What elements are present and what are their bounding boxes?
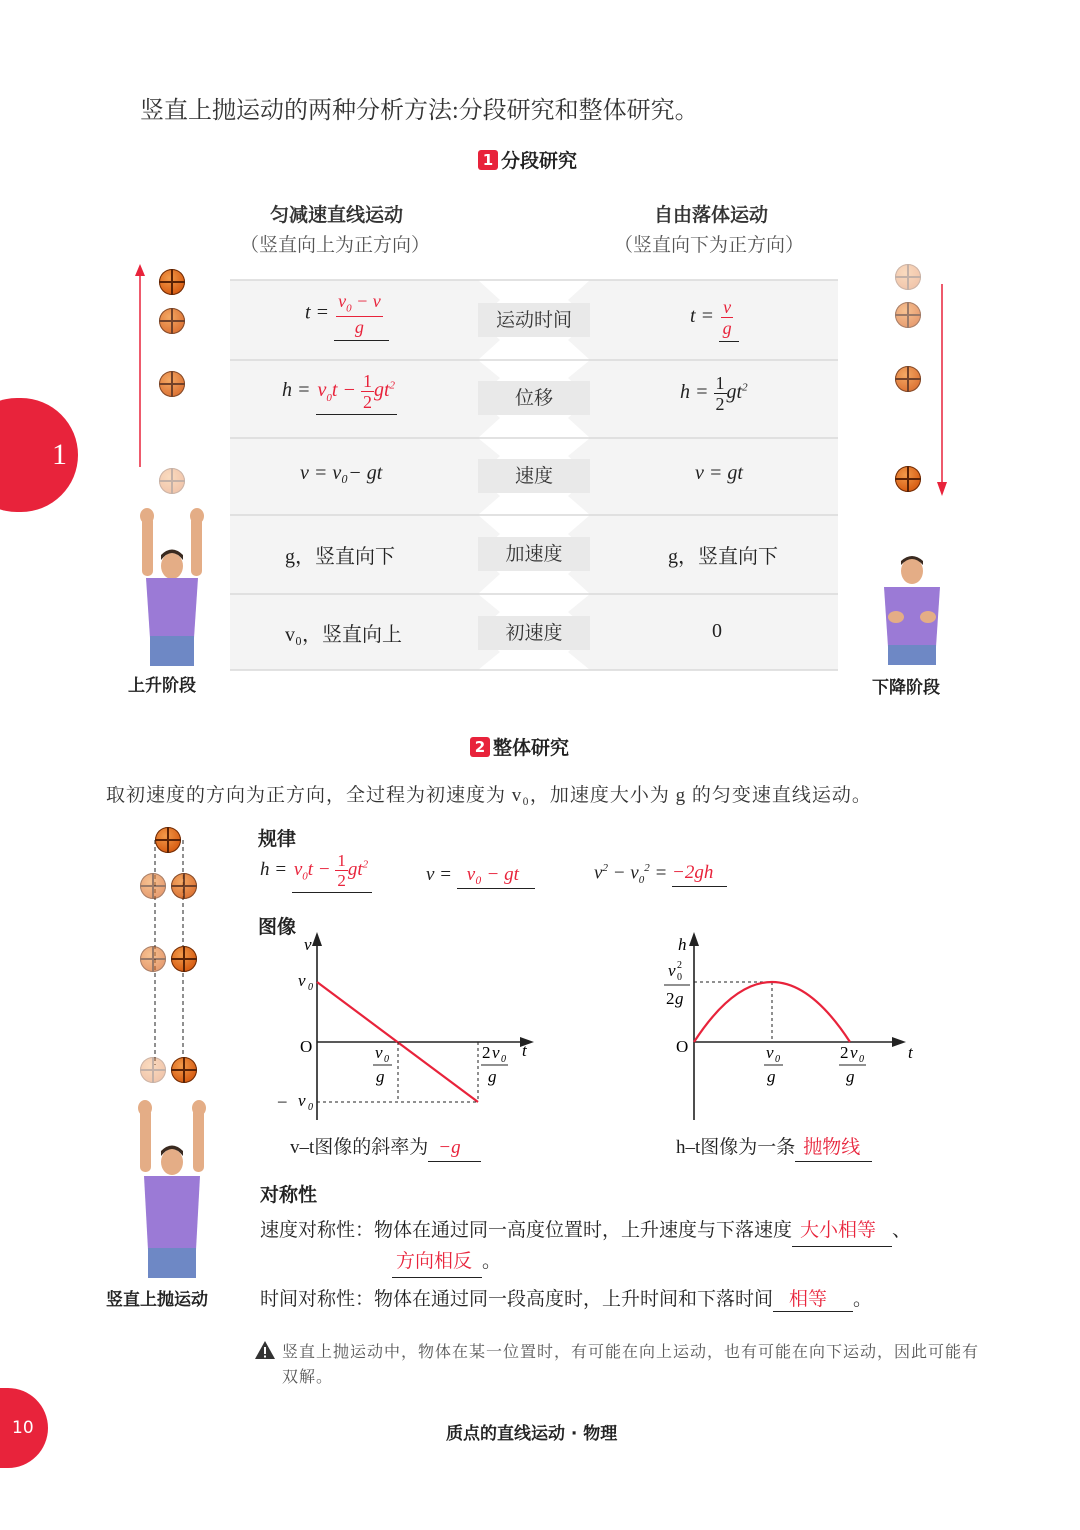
- section2-title-text: 整体研究: [493, 737, 570, 759]
- basketball-icon: [171, 946, 197, 972]
- basketball-icon: [140, 1057, 166, 1083]
- chapter-number: 1: [52, 438, 67, 471]
- svg-text:2: 2: [677, 960, 682, 971]
- vt-graph: [270, 930, 540, 1130]
- basketball-icon: [159, 371, 185, 397]
- warning-icon: [254, 1340, 276, 1360]
- book-title: 质点的直线运动 · 物理: [446, 1424, 618, 1444]
- svg-text:–: –: [278, 1091, 287, 1110]
- fall-displacement-formula: h = $\frac{1}{2}$ $gt^2$: [680, 373, 748, 414]
- section2-title: [470, 733, 569, 760]
- rise-acceleration: g，竖直向下: [285, 546, 395, 568]
- time-symmetry-answer: 相等: [773, 1284, 853, 1312]
- left-column-head: 匀减速直线运动: [270, 204, 404, 226]
- fall-time-formula: t = $\frac{v}{g}$: [690, 298, 739, 342]
- time-symmetry-text: 时间对称性：物体在通过同一段高度时，上升时间和下落时间: [260, 1289, 774, 1310]
- law-velocity-displacement-formula: $v^2 - v_0^2 = -2gh$: [594, 862, 727, 887]
- svg-text:v: v: [668, 961, 676, 980]
- law-displacement-formula: $h = v_0t$ − $\frac{1}{2}$ $gt^2$: [260, 852, 372, 893]
- svg-text:h: h: [678, 935, 687, 954]
- speed-symmetry-answer1: 大小相等: [792, 1216, 892, 1247]
- ht-caption-text: h–t图像为一条: [676, 1137, 796, 1158]
- basketball-icon: [159, 269, 185, 295]
- svg-text:v: v: [492, 1043, 500, 1062]
- section2-badge: 2: [470, 737, 490, 757]
- svg-text:2: 2: [840, 1043, 849, 1062]
- basketball-icon: [140, 946, 166, 972]
- ht-graph: [660, 930, 930, 1130]
- row-label-displacement: 位移: [478, 381, 590, 415]
- speed-symmetry: 速度对称性：物体在通过同一高度位置时，上升速度与下落速度 大小相等 、 方向相反 。: [260, 1216, 1000, 1278]
- svg-text:g: g: [376, 1067, 385, 1086]
- fall-velocity-formula: v = gt: [695, 462, 743, 484]
- svg-text:0: 0: [677, 972, 682, 983]
- rise-caption: 上升阶段: [128, 676, 196, 696]
- svg-text:v: v: [298, 1091, 306, 1110]
- svg-text:2: 2: [482, 1043, 491, 1062]
- svg-text:v: v: [304, 935, 312, 954]
- law-vd-answer: −2gh: [672, 862, 727, 887]
- symmetry-heading: 对称性: [260, 1184, 318, 1206]
- rise-displacement-formula: $h = v_0t$ − $\frac{1}{2}$ $gt^2$: [282, 372, 397, 415]
- svg-text:g: g: [846, 1067, 855, 1086]
- vt-caption: [290, 1132, 481, 1162]
- svg-text:0: 0: [308, 982, 313, 993]
- svg-text:v: v: [766, 1043, 774, 1062]
- rise-arrow-icon: [132, 262, 148, 472]
- row-label-velocity: 速度: [478, 459, 590, 493]
- fall-caption: 下降阶段: [872, 678, 940, 698]
- law-heading: 规律: [258, 828, 297, 850]
- rise-time-formula: t = $\frac{v_0 - v}{g}$: [305, 292, 389, 341]
- person-arms-up-icon: [128, 508, 218, 670]
- law-velocity-answer: v₀ − gt: [457, 864, 535, 889]
- basketball-icon: [159, 468, 185, 494]
- svg-text:t: t: [908, 1043, 913, 1062]
- svg-text:0: 0: [859, 1054, 864, 1065]
- basketball-icon: [155, 827, 181, 853]
- svg-text:v: v: [298, 971, 306, 990]
- section2-intro: 取初速度的方向为正方向，全过程为初速度为 v₀，加速度大小为 g 的匀变速直线运动。: [106, 785, 872, 806]
- left-column-sub: （竖直向上为正方向）: [240, 235, 431, 256]
- right-column-head: 自由落体运动: [654, 204, 769, 226]
- right-column-sub: （竖直向下为正方向）: [614, 235, 805, 256]
- section1-badge: 1: [478, 150, 498, 170]
- svg-text:0: 0: [775, 1054, 780, 1065]
- row-label-initial-velocity: 初速度: [478, 616, 590, 650]
- row-label-time: 运动时间: [478, 303, 590, 337]
- time-symmetry: 时间对称性：物体在通过同一段高度时，上升时间和下落时间 相等 。: [260, 1284, 872, 1312]
- law-velocity-formula: v = v₀ − gt: [426, 864, 535, 889]
- fall-acceleration: g，竖直向下: [668, 546, 778, 568]
- basketball-icon: [171, 873, 197, 899]
- ht-caption: [676, 1132, 872, 1162]
- section1-title-text: 分段研究: [501, 150, 578, 172]
- svg-text:O: O: [300, 1037, 313, 1056]
- basketball-icon: [895, 366, 921, 392]
- row-label-acceleration: 加速度: [478, 537, 590, 571]
- speed-symmetry-answer2: 方向相反: [392, 1247, 482, 1278]
- person-catching-icon: [868, 555, 958, 667]
- svg-text:g: g: [675, 989, 684, 1008]
- graph-heading: 图像: [258, 916, 297, 938]
- svg-text:O: O: [676, 1037, 689, 1056]
- svg-text:0: 0: [384, 1054, 389, 1065]
- rise-initial-velocity: v₀，竖直向上: [285, 624, 402, 646]
- vt-answer: −g: [428, 1137, 480, 1162]
- basketball-icon: [895, 302, 921, 328]
- ht-answer: 抛物线: [795, 1132, 872, 1162]
- svg-text:g: g: [767, 1067, 776, 1086]
- basketball-icon: [159, 308, 185, 334]
- svg-text:t: t: [522, 1041, 527, 1060]
- overall-figure-caption: 竖直上抛运动: [106, 1290, 208, 1310]
- note-text: 竖直上抛运动中，物体在某一位置时，有可能在向上运动，也有可能在向下运动，因此可能有双解。: [282, 1344, 980, 1386]
- basketball-icon: [140, 873, 166, 899]
- svg-text:v: v: [850, 1043, 858, 1062]
- svg-text:0: 0: [501, 1054, 506, 1065]
- basketball-icon: [171, 1057, 197, 1083]
- rise-velocity-formula: v = v₀− gt: [300, 462, 383, 484]
- basketball-icon: [895, 264, 921, 290]
- vt-caption-text: v–t图像的斜率为: [290, 1137, 429, 1158]
- speed-symmetry-text: 速度对称性：物体在通过同一高度位置时，上升速度与下落速度: [260, 1220, 793, 1241]
- intro-text: 竖直上抛运动的两种分析方法:分段研究和整体研究。: [140, 98, 699, 124]
- svg-text:g: g: [488, 1067, 497, 1086]
- fall-arrow-icon: [934, 282, 950, 502]
- person-arms-up-icon: [128, 1100, 218, 1280]
- fall-initial-velocity: 0: [712, 620, 722, 642]
- basketball-icon: [895, 466, 921, 492]
- page-number: 10: [12, 1418, 34, 1438]
- svg-text:0: 0: [308, 1102, 313, 1113]
- svg-text:2: 2: [666, 989, 675, 1008]
- svg-text:v: v: [375, 1043, 383, 1062]
